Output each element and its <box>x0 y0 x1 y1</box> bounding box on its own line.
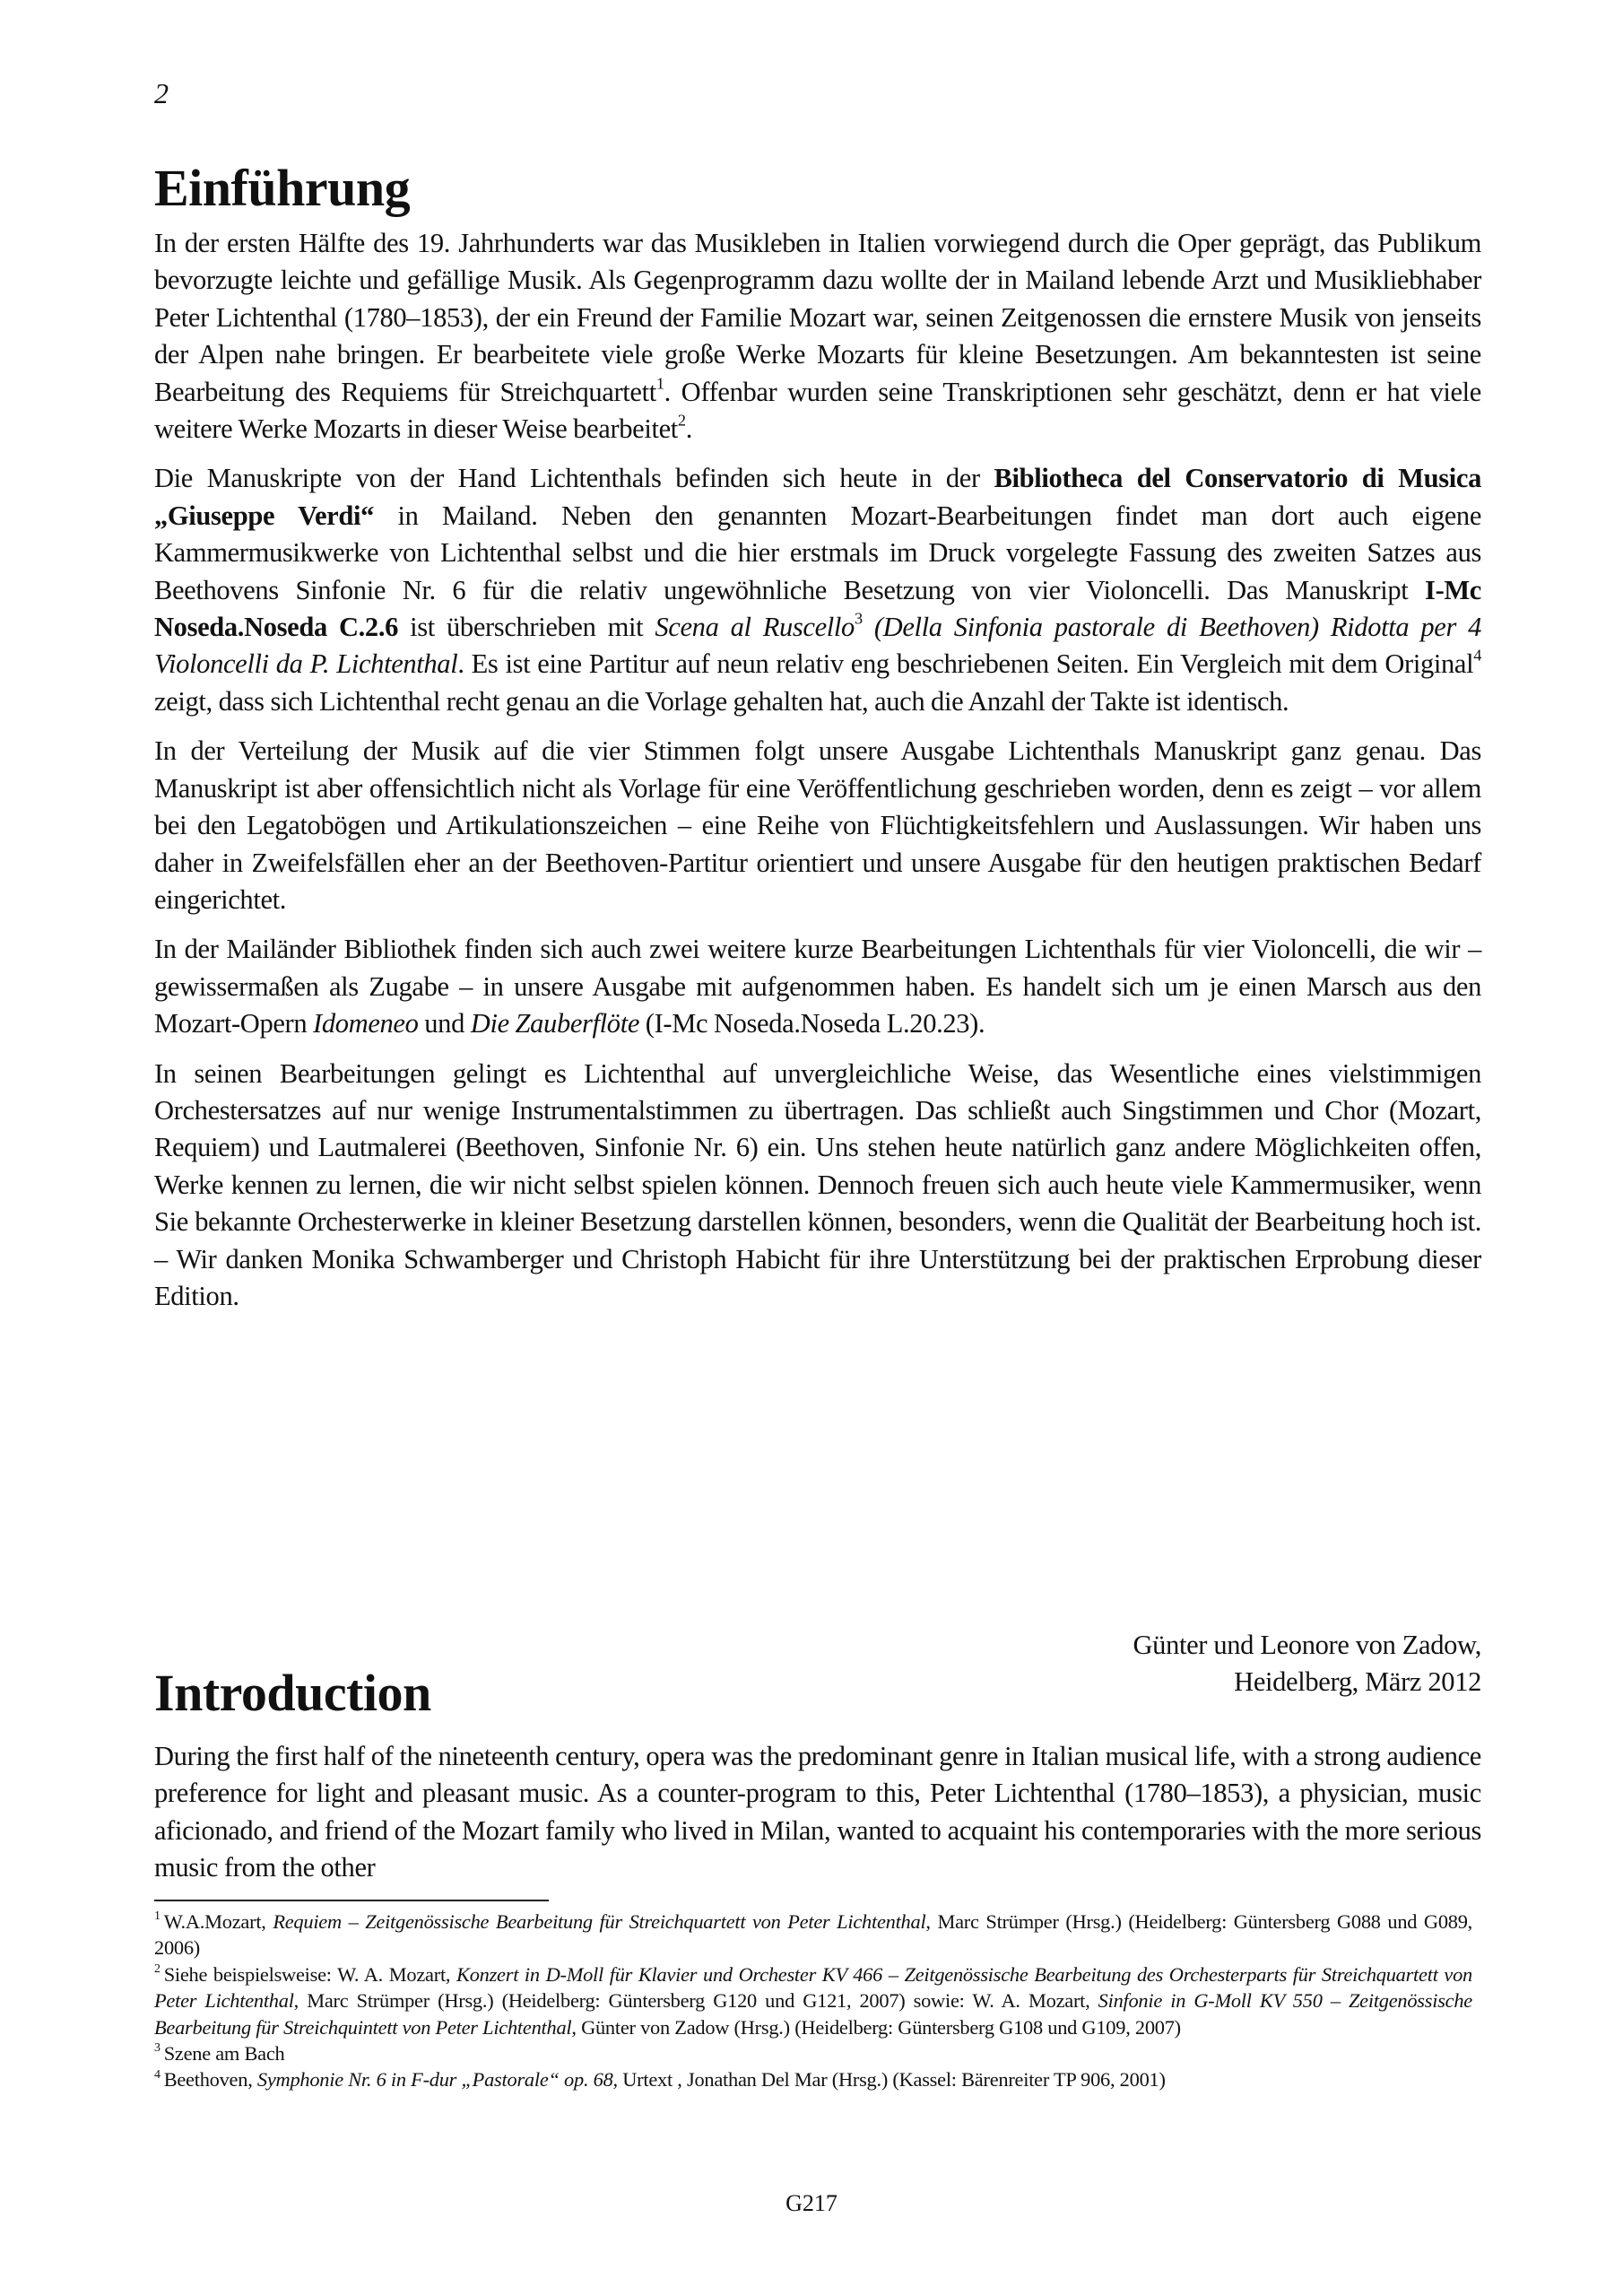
text-run: zeigt, dass sich Lichtenthal recht genau an die Vorlage gehalten hat, auch die Anzahl der Takte ist identisch. <box>154 685 1289 717</box>
footnote-marker: 4 <box>154 2067 161 2082</box>
italic-text: Sinfonie in G-Moll KV 550 – Zeitgenössische Bearbeitung für Streichquintett von Peter Lichtenthal <box>154 1989 1472 2039</box>
footnote-marker: 1 <box>655 373 664 392</box>
italic-text: Konzert in D-Moll für Klavier und Orchester KV 466 – Zeitgenössische Bearbeitung des Orchesterparts für Streichquartett von Peter Lichtenthal <box>154 1962 1472 2013</box>
text-run: In der Verteilung der Musik auf die vier Stimmen folgt unsere Ausgabe Lichtenthals Manuskript ganz genau. Das Manuskript ist aber offensichtlich nicht als Vorlage für eine Veröffentlichung geschrieben worden, denn es zeigt – vor allem bei den Legatobögen und Artikulationszeichen – eine Reihe von Flüchtigkeitsfehlern und Auslassungen. Wir haben uns daher in Zweifelsfällen eher an der Beethoven-Partitur orientiert und unsere Ausgabe für den heutigen praktischen Bedarf eingerichtet. <box>154 735 1481 915</box>
text-run: , Marc Strümper (Hrsg.) (Heidelberg: Güntersberg G088 und G089, 2006) <box>154 1910 1473 1960</box>
footnote-marker: 3 <box>154 2041 161 2056</box>
text-run: , Marc Strümper (Hrsg.) (Heidelberg: Güntersberg G120 und G121, 2007) sowie: W. A. Mozart, <box>293 1989 1098 2013</box>
text-run: In der Mailänder Bibliothek finden sich auch zwei weitere kurze Bearbeitungen Lichtenthals für vier Violoncelli, die wir – gewissermaßen als Zugabe – in unsere Ausgabe mit aufgenommen haben. Es handelt sich um je einen Marsch aus den Mozart-Opern <box>154 934 1481 1039</box>
footnote-marker: 1 <box>154 1909 161 1924</box>
german-paragraph <box>154 460 1481 720</box>
text-run: . Es ist eine Partitur auf neun relativ eng beschriebenen Seiten. Ein Vergleich mit dem Original <box>457 648 1474 680</box>
footnote <box>154 2066 1472 2092</box>
heading-introduction: Introduction <box>154 1664 431 1722</box>
heading-einfuehrung: Einführung <box>154 159 411 217</box>
italic-text: Requiem – Zeitgenössische Bearbeitung für Streichquartett von Peter Lichtenthal <box>273 1910 926 1933</box>
text-run: Siehe beispielsweise: W. A. Mozart, <box>163 1962 457 1986</box>
english-body <box>154 1738 1481 1900</box>
text-run: , Günter von Zadow (Hrsg.) (Heidelberg: Güntersberg G108 und G109, 2007) <box>571 2015 1181 2039</box>
footnote-marker: 4 <box>1473 646 1481 665</box>
english-paragraph <box>154 1738 1481 1887</box>
italic-text: Symphonie Nr. 6 in F-dur „Pastorale“ op. 68 <box>256 2068 613 2092</box>
text-run: . <box>685 413 692 445</box>
german-paragraph <box>154 1056 1481 1316</box>
text-run: Beethoven, <box>163 2068 257 2092</box>
signature-authors: Günter und Leonore von Zadow, <box>1133 1630 1481 1660</box>
footnote <box>154 2040 1472 2066</box>
italic-text: Scena al Ruscello <box>655 612 855 643</box>
text-run: Die Manuskripte von der Hand Lichtenthals befinden sich heute in der <box>154 463 994 494</box>
text-run: , Urtext , Jonathan Del Mar (Hrsg.) (Kassel: Bärenreiter TP 906, 2001) <box>612 2068 1166 2092</box>
text-run: In der ersten Hälfte des 19. Jahrhunderts war das Musikleben in Italien vorwiegend durch die Oper geprägt, das Publikum bevorzugte leichte und gefällige Musik. Als Gegenprogramm dazu wollte der in Mailand lebende Arzt und Musikliebhaber Peter Lichtenthal (1780–1853), der ein Freund der Familie Mozart war, seinen Zeitgenossen die ernstere Musik von jenseits der Alpen nahe bringen. Er bearbeitete viele große Werke Mozarts für kleine Besetzungen. Am bekanntesten ist seine Bearbeitung des Requiems für Streichquartett <box>154 228 1481 407</box>
text-run: (I-Mc Noseda.Noseda L.20.23). <box>639 1008 985 1039</box>
footnote <box>154 1961 1472 2040</box>
footnote-separator <box>154 1900 549 1901</box>
german-body <box>154 225 1481 1327</box>
german-paragraph <box>154 931 1481 1042</box>
footnotes <box>154 1909 1472 2093</box>
italic-text: (Della Sinfonia pastorale di Beethoven) Ridotta per 4 Violoncelli da P. Lichtenthal <box>154 612 1481 680</box>
text-run: W.A.Mozart, <box>163 1910 273 1933</box>
text-run: in Mailand. Neben den genannten Mozart-Bearbeitungen findet man dort auch eigene Kammermusikwerke von Lichtenthal selbst und die hier erstmals im Druck vorgelegte Fassung des zweiten Satzes aus Beethovens Sinfonie Nr. 6 für die relativ ungewöhnliche Besetzung von vier Violoncelli. Das Manuskript <box>154 500 1482 605</box>
text-run: ist überschrieben mit <box>398 612 655 643</box>
text-run: . Offenbar wurden seine Transkriptionen sehr geschätzt, denn er hat viele weitere Werke Mozarts in dieser Weise bearbeitet <box>154 376 1481 445</box>
italic-text: Idomeneo <box>313 1008 419 1039</box>
footnote <box>154 1909 1472 1961</box>
german-paragraph <box>154 225 1481 448</box>
text-run: During the first half of the nineteenth century, opera was the predominant genre in Italian musical life, with a strong audience preference for light and pleasant music. As a counter-program to this, Peter Lichtenthal (1780–1853), a physician, music aficionado, and friend of the Mozart family who lived in Milan, wanted to acquaint his contemporaries with the more serious music from the other <box>154 1741 1481 1883</box>
footnote-marker: 3 <box>854 609 863 628</box>
text-run: In seinen Bearbeitungen gelingt es Lichtenthal auf unvergleichliche Weise, das Wesentliche eines vielstimmigen Orchestersatzes auf nur wenige Instrumentalstimmen zu übertragen. Das schließt auch Singstimmen und Chor (Mozart, Requiem) und Lautmalerei (Beethoven, Sinfonie Nr. 6) ein. Uns stehen heute natürlich ganz andere Möglichkeiten offen, Werke kennen zu lernen, die wir nicht selbst spielen können. Dennoch freuen sich auch heute viele Kammermusiker, wenn Sie bekannte Orchesterwerke in kleiner Besetzung darstellen können, besonders, wenn die Qualität der Bearbeitung hoch ist. – Wir danken Monika Schwamberger und Christoph Habicht für ihre Unterstützung bei der praktischen Erprobung dieser Edition. <box>154 1057 1481 1311</box>
bold-text: I-Mc Noseda.Noseda C.2.6 <box>154 574 1481 643</box>
footnote-marker: 2 <box>154 1962 161 1977</box>
edition-code: G217 <box>785 2190 838 2216</box>
footnote-marker: 2 <box>677 411 686 430</box>
signature-place-date: Heidelberg, März 2012 <box>1234 1666 1481 1698</box>
text-run: Szene am Bach <box>163 2042 285 2066</box>
text-run: und <box>418 1008 471 1039</box>
german-paragraph <box>154 733 1481 918</box>
page-number: 2 <box>154 77 169 109</box>
bold-text: Bibliotheca del Conservatorio di Musica „Giuseppe Verdi“ <box>154 463 1482 531</box>
italic-text: Die Zauberflöte <box>470 1008 640 1039</box>
